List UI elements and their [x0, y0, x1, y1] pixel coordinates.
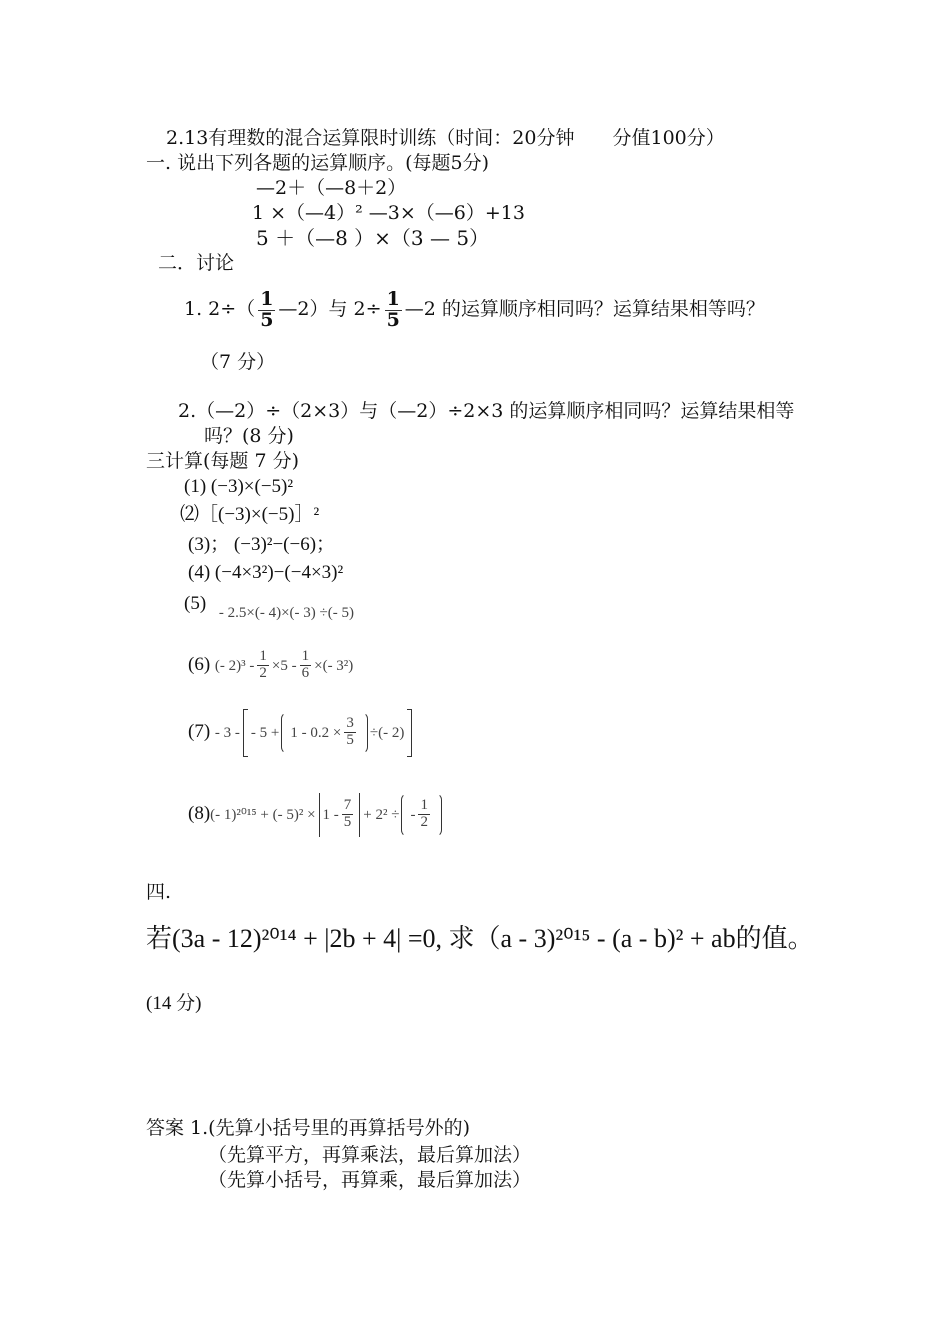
problem-8-fraction-1-denominator: 5: [343, 814, 352, 831]
problem-5-expression: - 2.5×(- 4)×(- 3) ÷(- 5): [218, 605, 355, 621]
problem-8-fraction-2-numerator: 1: [420, 797, 428, 814]
problem-8-fraction-1-numerator: 7: [343, 797, 352, 814]
section1-heading: 一. 说出下列各题的运算顺序。(每题5分): [146, 152, 489, 174]
problem-2: ⑵［(−3)×(−5)］²: [180, 504, 320, 525]
q1-fraction-1: [258, 287, 275, 331]
q1-prefix: 1. 2÷（: [184, 298, 256, 320]
section1-item-3: 5 ＋（—8 ）×（3 — 5）: [256, 226, 490, 250]
problem-8-abs-bar-left: [319, 793, 320, 837]
problem-6-part-a: (- 2)³ -: [214, 658, 255, 674]
problem-8-label: (8): [188, 803, 211, 824]
problem-6-fraction-1-numerator: 1: [259, 648, 267, 665]
problem-6-part-b: ×5 -: [271, 658, 297, 674]
q1-fraction-2: [385, 287, 402, 331]
problem-7-part-a: - 3 -: [214, 725, 240, 741]
q1-mid: —2）与 2÷: [278, 298, 382, 320]
problem-7-part-d: ÷(- 2): [369, 725, 405, 741]
section4-score: (14 分): [146, 993, 202, 1014]
problem-8-left-paren: [401, 793, 408, 837]
problem-6-fraction-1-denominator: 2: [259, 665, 267, 682]
problem-7: [188, 706, 415, 759]
problem-7-left-paren: [281, 712, 288, 754]
q1-fraction-1-denominator: 5: [260, 308, 274, 331]
problem-8-fraction-2-denominator: 2: [420, 814, 428, 831]
problem-7-fraction-numerator: 3: [346, 715, 354, 732]
section2-question-2-line-2: 吗？(8 分): [204, 425, 294, 447]
page-title: 2.13有理数的混合运算限时训练（时间：20分钟 分值100分）: [166, 127, 725, 149]
problem-8: [188, 788, 444, 841]
problem-6-label: (6): [188, 654, 211, 675]
problem-7-label: (7): [188, 721, 211, 742]
answer-line-2: （先算平方，再算乘法，最后算加法）: [208, 1144, 532, 1166]
problem-5-label: (5): [184, 593, 207, 614]
problem-3: (3)； (−3)²−(−6)；: [188, 534, 336, 555]
problem-6-fraction-1: [257, 649, 269, 682]
answer-line-3: （先算小括号，再算乘，最后算加法）: [208, 1169, 532, 1191]
q1-fraction-2-numerator: 1: [386, 287, 400, 310]
q1-fraction-1-numerator: 1: [260, 287, 274, 310]
section2-question-1: [184, 287, 765, 331]
problem-5: [184, 592, 355, 621]
problem-8-part-a: (- 1)²⁰¹⁵ + (- 5)² ×: [210, 807, 316, 823]
problem-8-part-c: + 2² ÷: [363, 807, 400, 823]
problem-7-fraction-denominator: 5: [346, 732, 354, 749]
problem-6-fraction-2-denominator: 6: [301, 665, 310, 682]
problem-4: (4) (−4×3²)−(−4×3)²: [188, 562, 344, 583]
section4-heading: 四.: [146, 881, 172, 903]
problem-7-left-bracket: [243, 709, 248, 757]
q1-suffix: —2 的运算顺序相同吗？运算结果相等吗？: [404, 298, 765, 320]
problem-7-part-b: - 5 +: [250, 725, 280, 741]
section1-item-1: —2＋（—8＋2）: [256, 177, 407, 199]
problem-7-right-bracket: [407, 709, 412, 757]
problem-8-part-b: 1 -: [322, 807, 339, 823]
section2-question-1-score: （7 分）: [200, 351, 276, 373]
problem-8-part-d: -: [410, 807, 416, 823]
section4-problem: 若(3a - 12)²⁰¹⁴ + |2b + 4| =0, 求（a - 3)²⁰¹⁵ - (a - b)² + ab的值。: [146, 924, 814, 953]
section3-heading: 三计算(每题 7 分): [146, 450, 299, 472]
problem-8-right-paren: [435, 793, 442, 837]
q1-fraction-2-denominator: 5: [386, 308, 400, 331]
answer-line-1: 答案 1.(先算小括号里的再算括号外的): [146, 1117, 470, 1139]
problem-8-fraction-1: [342, 798, 354, 831]
problem-6-fraction-2: [300, 649, 312, 682]
section1-item-2: 1 ×（—4）² —3×（—6）+13: [252, 202, 525, 224]
section2-question-2-line-1: 2.（—2）÷（2×3）与（—2）÷2×3 的运算顺序相同吗？运算结果相等: [178, 400, 795, 422]
problem-7-right-paren: [361, 712, 368, 754]
section2-heading: 二．讨论: [158, 252, 235, 274]
problem-6-fraction-2-numerator: 1: [301, 648, 310, 665]
problem-7-fraction: [344, 716, 356, 749]
problem-6: [188, 642, 353, 689]
problem-8-abs-bar-right: [359, 793, 360, 837]
problem-6-part-c: ×(- 3²): [314, 658, 354, 674]
problem-1: (1) (−3)×(−5)²: [184, 476, 294, 497]
problem-7-part-c: 1 - 0.2 ×: [290, 725, 342, 741]
problem-8-fraction-2: [418, 798, 430, 831]
